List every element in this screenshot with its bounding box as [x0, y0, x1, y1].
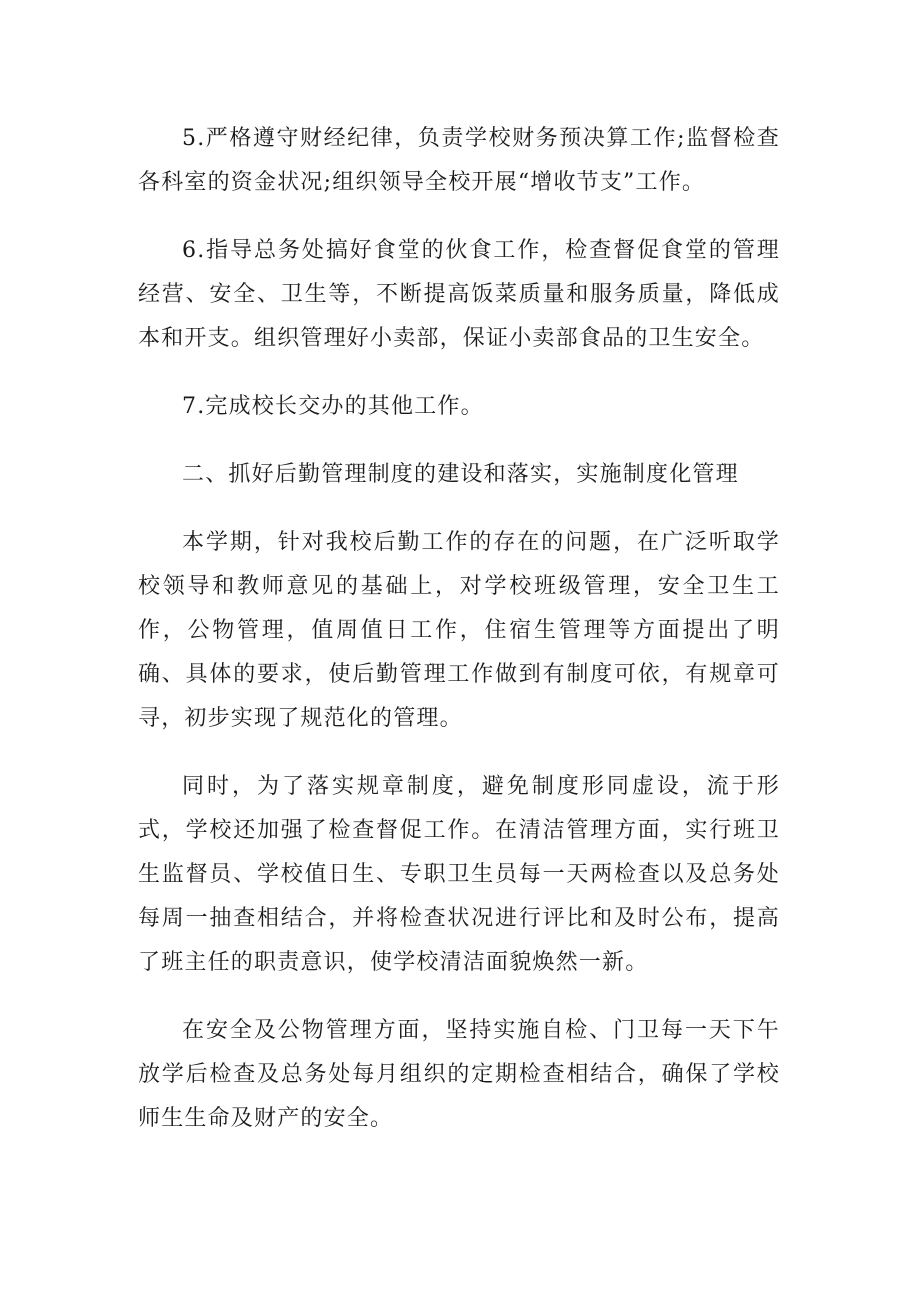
paragraph-inspection-cleaning: 同时，为了落实规章制度，避免制度形同虚设，流于形式，学校还加强了检查督促工作。在清洁管理方面，实行班卫生监督员、学校值日生、专职卫生员每一天两检查以及总务处每周一抽查相结合，并将检查状况进行评比和及时公布，提高了班主任的职责意识，使学校清洁面貌焕然一新。: [138, 774, 780, 975]
paragraph-item-6: 6.指导总务处搞好食堂的伙食工作，检查督促食堂的管理经营、安全、卫生等，不断提高饭菜质量和服务质量，降低成本和开支。组织管理好小卖部，保证小卖部食品的卫生安全。: [138, 238, 780, 351]
paragraph-semester-rules: 本学期，针对我校后勤工作的存在的问题，在广泛听取学校领导和教师意见的基础上，对学校班级管理，安全卫生工作，公物管理，值周值日工作，住宿生管理等方面提出了明确、具体的要求，使后勤管理工作做到有制度可依，有规章可寻，初步实现了规范化的管理。: [138, 530, 780, 731]
paragraph-safety-property: 在安全及公物管理方面，坚持实施自检、门卫每一天下午放学后检查及总务处每月组织的定期检查相结合，确保了学校师生生命及财产的安全。: [138, 1018, 780, 1131]
paragraph-item-5: 5.严格遵守财经纪律，负责学校财务预决算工作;监督检查各科室的资金状况;组织领导全校开展“增收节支”工作。: [138, 126, 780, 195]
paragraph-item-7: 7.完成校长交办的其他工作。: [182, 394, 484, 419]
document-body: [138, 117, 780, 1141]
section-heading-2: 二、抓好后勤管理制度的建设和落实，实施制度化管理: [182, 462, 739, 487]
